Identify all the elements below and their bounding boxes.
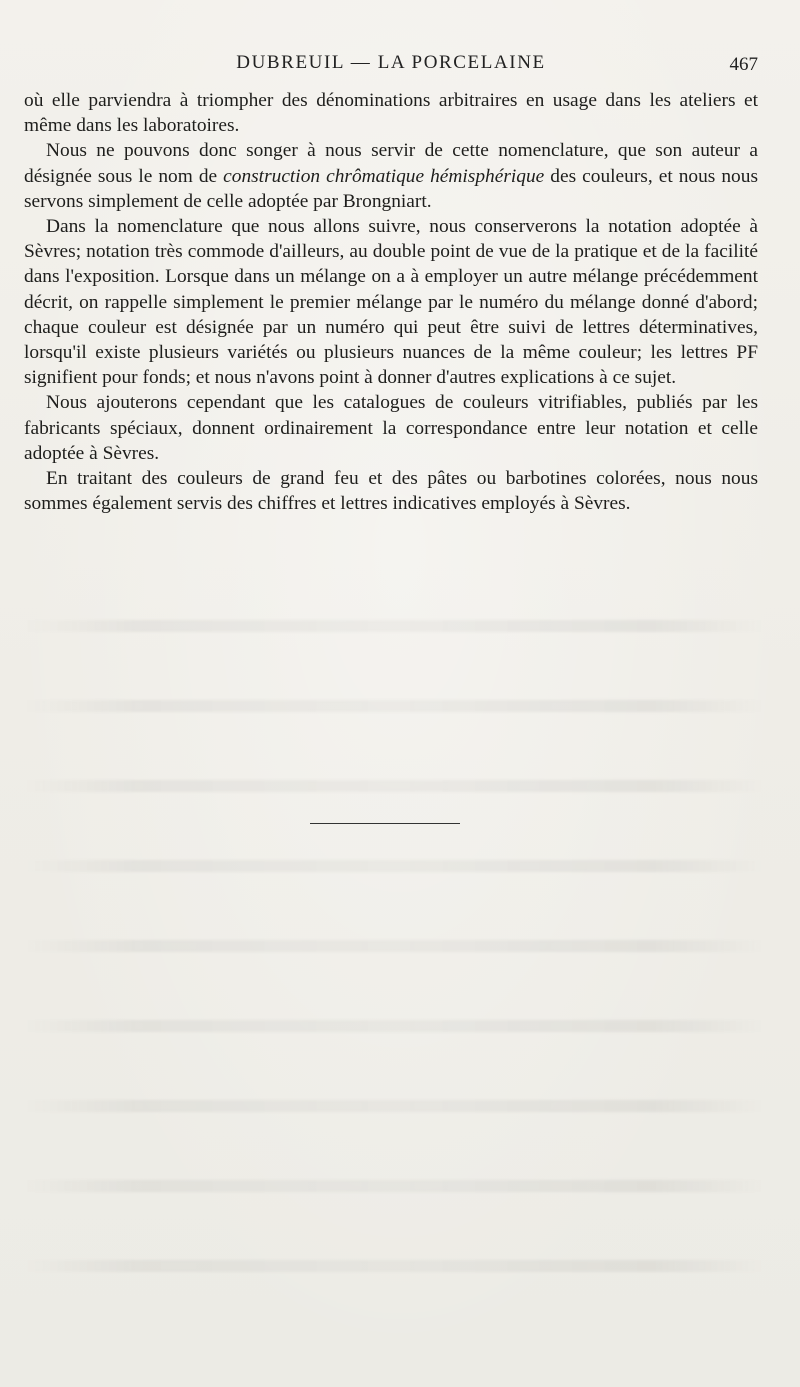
show-through-shadow [24, 780, 764, 792]
section-divider-rule [310, 823, 460, 824]
paragraph: Nous ajouterons cependant que les catalogues de couleurs vitrifiables, publiés par les fabricants spéciaux, donnent ordinairement la correspondance entre leur notation et celle adoptée à Sèvres. [24, 392, 758, 464]
paragraph [24, 138, 758, 214]
paragraph: En traitant des couleurs de grand feu et des pâtes ou barbotines colorées, nous nous sommes également servis des chiffres et lettres indicatives employés à Sèvres. [24, 468, 758, 515]
show-through-shadow [24, 1260, 764, 1272]
paragraph-text: Nous ne pouvons donc songer à nous servir de cette nomenclature, que son auteur a désignée sous le nom de [24, 140, 758, 187]
show-through-shadow [24, 940, 764, 952]
body-text [24, 88, 758, 516]
show-through-shadow [24, 1020, 764, 1032]
page-number: 467 [729, 54, 758, 75]
paragraph: où elle parviendra à triompher des dénominations arbitraires en usage dans les ateliers et même dans les laboratoires. [24, 90, 758, 137]
show-through-shadow [24, 700, 764, 712]
show-through-shadow [24, 860, 764, 872]
running-head: DUBREUIL — LA PORCELAINE [236, 52, 546, 73]
page-header [24, 48, 758, 78]
italic-term: construction chrômatique hémisphérique [223, 165, 545, 187]
show-through-shadow [24, 1100, 764, 1112]
show-through-shadow [24, 1180, 764, 1192]
show-through-shadow [24, 620, 764, 632]
paragraph-text: des couleurs, et nous nous servons simplement de celle adoptée par Brongniart. [24, 165, 758, 212]
paragraph: Dans la nomenclature que nous allons suivre, nous conserverons la notation adoptée à Sèvres; notation très commode d'ailleurs, au double point de vue de la pratique et de la facilité dans l'exposition. Lorsque dans un mélange on a à employer un autre mélange précédemment décrit, on rappelle simplement le premier mélange par le numéro du mélange donné d'abord; chaque couleur est désignée par un numéro qui peut être suivi de lettres déterminatives, lorsqu'il existe plusieurs variétés ou plusieurs nuances de la même couleur; les lettres PF signifient pour fonds; et nous n'avons point à donner d'autres explications à ce sujet. [24, 216, 758, 389]
